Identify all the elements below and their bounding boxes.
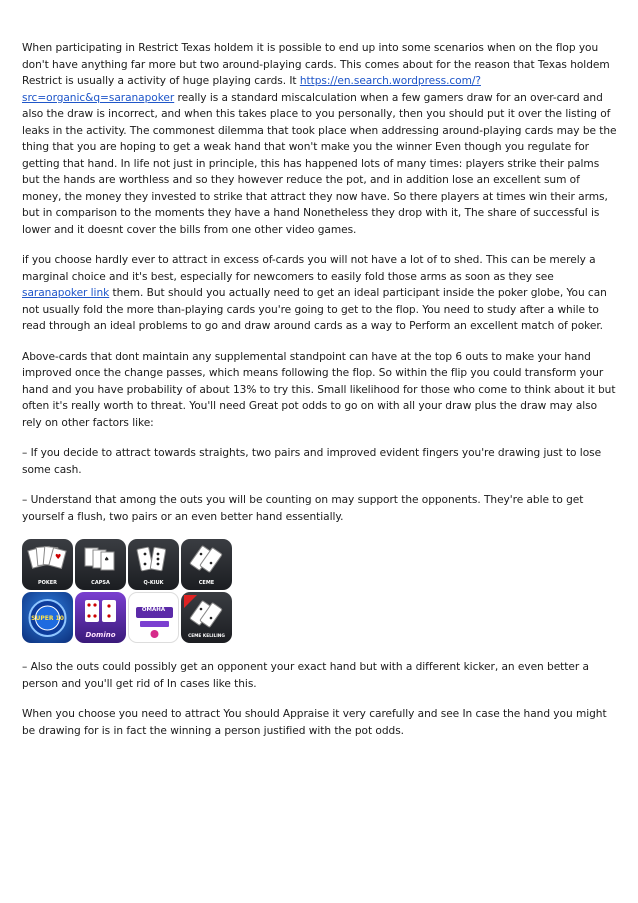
ceme-app-icon bbox=[181, 539, 232, 590]
paragraph-3: Above-cards that dont maintain any supplemental standpoint can have at the top 6 outs to make your hand improved once the change passes, which means following the flop. So within the flip you could transform your hand and you have probability of about 13% to try this. Small likelihood for those who come to think about it but often it's really worth to threat. You'll need Great pot odds to go on with all your draw plus the draw may also rely on other factors like: bbox=[22, 350, 616, 429]
paragraph-6: – Also the outs could possibly get an opponent your exact hand but with a different kicker, an even better a person and you'll get rid of In cases like this. bbox=[22, 661, 589, 690]
qq-kiu-app-icon bbox=[128, 539, 179, 590]
svg-text:♠: ♠ bbox=[104, 556, 110, 563]
article-body bbox=[22, 40, 618, 753]
poker-icon-label: POKER bbox=[37, 580, 58, 586]
ceme-keliling-icon-label: CEME KELILING bbox=[188, 634, 225, 639]
paragraph-4: – If you decide to attract towards straights, two pairs and improved evident fingers you're drawing just to lose some cash. bbox=[22, 447, 602, 476]
paragraph-5: – Understand that among the outs you will be counting on may support the opponents. They're able to get yourself a flush, two pairs or an even better hand essentially. bbox=[22, 494, 584, 523]
paragraph-7: When you choose you need to attract You should Appraise it very carefully and see In case the hand you might be drawing for is in fact the winning a person justified with the pot odds. bbox=[22, 708, 607, 737]
paragraph-2-text-b: them. But should you actually need to get an ideal participant inside the poker globe, You can not usually fold the more than-playing cards you're going to get to the flop. You need to study after a while to read through an ideal problems to go and draw around cards as a way to Perform an excellent match of poker. bbox=[22, 287, 607, 332]
domino-app-icon bbox=[75, 592, 126, 643]
game-icons-grid bbox=[22, 539, 618, 643]
paragraph-1 bbox=[22, 40, 618, 238]
omaha-icon-label: OMAHA bbox=[141, 607, 166, 613]
capsa-app-icon bbox=[75, 539, 126, 590]
paragraph-1-text-b: really is a standard miscalculation when a few gamers draw for an over-card and also the draw is incorrect, and when this takes place to you personally, then you should put it over the listing of leaks in the activity. The commonest dilemma that took place when addressing around-playing cards may be the thing that you are hoping to get a weak hand that won't make you the winner Even though you regulate for getting that hand. In life not just in principle, this has happened lots of many times: players strike their palms but the hands are worthless and so they however reduce the pot, and in addition lose an excellent sum of money, the money they invested to strike that attract they now have. So there players at times win their arms, but in comparison to the moments they have a hand Nonetheless they drop with it, The share of successful is lower and it doesnt cover the bills from one other video games. bbox=[22, 91, 617, 236]
qq-kiu-icon-label: Q-KIUK bbox=[143, 580, 164, 586]
saranapoker-link[interactable]: saranapoker link bbox=[22, 287, 110, 299]
paragraph-2-text-a: if you choose hardly ever to attract in excess of-cards you will not have a lot of to shed. This can be merely a marginal choice and it's best, especially for newcomers to easily fold those arms as soon as they see bbox=[22, 254, 596, 283]
svg-text:♥: ♥ bbox=[55, 553, 62, 561]
super10-icon-label: SUPER 10 bbox=[31, 615, 64, 622]
domino-icon-label: Domino bbox=[85, 631, 116, 639]
paragraph-1-text-a: When participating in Restrict Texas holdem it is possible to end up into some scenarios when on the flop you don't have anything far more but two around-playing cards. This comes about for the reason that Texas holdem Restrict is usually a activity of huge playing cards. It bbox=[22, 42, 610, 87]
ceme-keliling-app-icon bbox=[181, 592, 232, 643]
wordpress-search-link[interactable]: https://en.search.wordpress.com/?src=organic&q=saranapoker bbox=[22, 75, 481, 104]
super10-app-icon bbox=[22, 592, 73, 643]
omaha-app-icon bbox=[128, 592, 179, 643]
poker-app-icon bbox=[22, 539, 73, 590]
capsa-icon-label: CAPSA bbox=[91, 580, 110, 586]
ceme-icon-label: CEME bbox=[198, 580, 215, 586]
paragraph-2 bbox=[22, 252, 618, 335]
